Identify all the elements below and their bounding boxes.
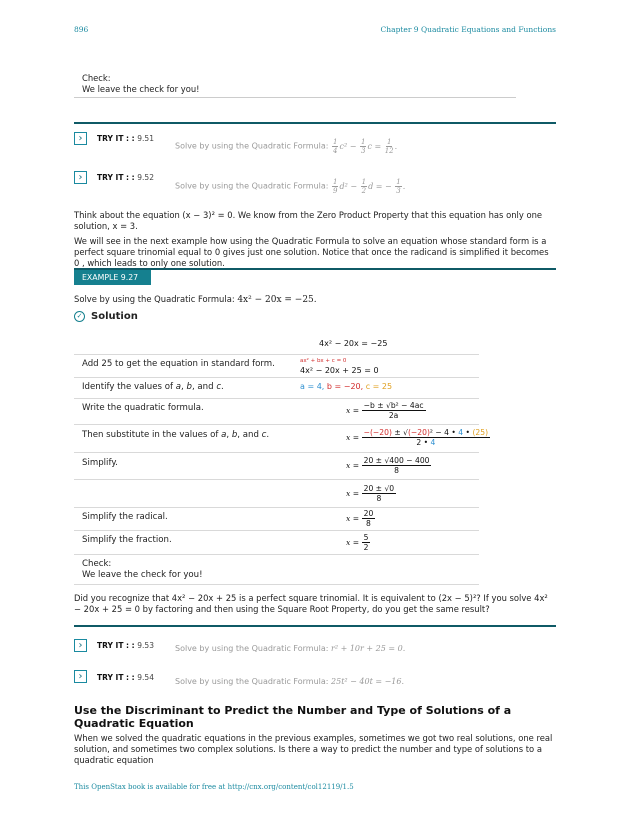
step-text: Identify the values of a, b, and c. bbox=[82, 382, 224, 392]
try-it-equation: $\frac{1}{4}$ c² − $\frac{1}{3}$ c = $\frac{1}{12}$ . bbox=[333, 138, 398, 155]
solution-heading: Solution bbox=[91, 311, 138, 322]
expand-button[interactable]: › bbox=[74, 171, 87, 184]
try-it-number: 9.51 bbox=[137, 134, 154, 143]
try-it-equation: r² + 10r + 25 = 0. bbox=[331, 644, 406, 653]
step-equation: a = 4, b = −20, c = 25 bbox=[300, 382, 393, 391]
try-it-label: TRY IT : : 9.51 bbox=[97, 134, 154, 143]
example-label: EXAMPLE 9.27 bbox=[74, 270, 151, 285]
check-label: Check: bbox=[82, 73, 111, 83]
row-divider bbox=[74, 377, 479, 378]
example-check-text: We leave the check for you! bbox=[82, 570, 203, 580]
step-equation: x = $\frac{20 \pm √400 - 400}{8}$ bbox=[346, 456, 430, 475]
expand-button[interactable]: › bbox=[74, 670, 87, 683]
expand-button[interactable]: › bbox=[74, 639, 87, 652]
expand-button[interactable]: › bbox=[74, 132, 87, 145]
try-it-label: TRY IT : : 9.53 bbox=[97, 641, 154, 650]
try-it-equation: 25t² − 40t = −16. bbox=[331, 677, 405, 686]
paragraph-recognize: Did you recognize that 4x² − 20x + 25 is a perfect square trinomial. It is equivalent to (2x − 5)²? If you solve 4x² − 20x + 25 = 0 by factoring and then using the Square Root Property, do you get the same result? bbox=[74, 593, 548, 614]
row-divider bbox=[74, 452, 479, 453]
try-it-problem: Solve by using the Quadratic Formula: 25t² − 40t = −16. bbox=[175, 677, 405, 686]
try-it-problem: Solve by using the Quadratic Formula: r² + 10r + 25 = 0. bbox=[175, 644, 406, 653]
try-it-number: 9.54 bbox=[137, 673, 154, 682]
standard-form-annotation: ax² + bx + c = 0 bbox=[300, 358, 347, 364]
row-divider bbox=[74, 530, 479, 531]
step-text: Add 25 to get the equation in standard form. bbox=[82, 359, 275, 369]
try-it-problem: Solve by using the Quadratic Formula: $\frac{1}{4}$ c² − $\frac{1}{3}$ c = $\frac{1}{12}$ . bbox=[175, 138, 398, 155]
try-it-label: TRY IT : : 9.52 bbox=[97, 173, 154, 182]
try-it-top-rule bbox=[74, 122, 556, 124]
step-equation: x = $\frac{\text{−(−20) ± √(−20)² − 4 • 4 • (25)}}{2 • 4}$ bbox=[346, 428, 489, 447]
try-it-top-rule bbox=[74, 625, 556, 627]
step-equation: x = $\frac{5}{2}$ bbox=[346, 533, 369, 552]
row-divider bbox=[74, 354, 479, 355]
example-problem-equation: 4x² − 20x = −25. bbox=[237, 295, 317, 305]
page-number: 896 bbox=[74, 25, 89, 34]
step-text: Then substitute in the values of a, b, and c. bbox=[82, 430, 270, 440]
step-equation: x = $\frac{20 \pm √0}{8}$ bbox=[346, 484, 395, 503]
try-it-problem: Solve by using the Quadratic Formula: $\frac{1}{9}$ d² − $\frac{1}{2}$ d = − $\frac{1}{3}$ . bbox=[175, 178, 406, 195]
row-divider bbox=[74, 584, 479, 585]
row-divider bbox=[74, 554, 479, 555]
paragraph-discriminant-intro: When we solved the quadratic equations in the previous examples, sometimes we got two real solutions, one real solution, and sometimes two complex solutions. Is there a way to predict the number and type of solutions to a quadratic equation bbox=[74, 733, 553, 765]
row-divider bbox=[74, 398, 479, 399]
example-check-label: Check: bbox=[82, 559, 112, 569]
footer-text: This OpenStax book is available for free at http://cnx.org/content/col12119/1.5 bbox=[74, 783, 354, 791]
row-divider bbox=[74, 479, 479, 480]
row-divider bbox=[74, 507, 479, 508]
solution-check-icon: ✓ bbox=[74, 311, 85, 322]
try-it-number: 9.52 bbox=[137, 173, 154, 182]
step-text: Simplify the radical. bbox=[82, 512, 168, 522]
step-equation: x = $\frac{20}{8}$ bbox=[346, 509, 374, 528]
step-text: Simplify the fraction. bbox=[82, 535, 172, 545]
row-divider bbox=[74, 424, 479, 425]
step-text: Write the quadratic formula. bbox=[82, 403, 204, 413]
example-problem: Solve by using the Quadratic Formula: 4x² − 20x = −25. bbox=[74, 294, 317, 305]
check-text: We leave the check for you! bbox=[82, 84, 200, 94]
section-title: Use the Discriminant to Predict the Number and Type of Solutions of a Quadratic Equation bbox=[74, 704, 512, 730]
try-it-equation: $\frac{1}{9}$ d² − $\frac{1}{2}$ d = − $\frac{1}{3}$ . bbox=[333, 178, 406, 195]
step-text: Simplify. bbox=[82, 458, 118, 468]
chapter-title: Chapter 9 Quadratic Equations and Functions bbox=[380, 25, 556, 34]
paragraph-next-example: We will see in the next example how using the Quadratic Formula to solve an equation whose standard form is a perfect square trinomial equal to 0 gives just one solution. Notice that once the radicand is simplified it becomes 0 , which leads to only one solution. bbox=[74, 236, 549, 268]
step-equation: 4x² − 20x + 25 = 0 bbox=[300, 366, 379, 375]
try-it-label: TRY IT : : 9.54 bbox=[97, 673, 154, 682]
step-equation: x = $\frac{\text{−b ± √b² − 4ac}}{2a}$ bbox=[346, 401, 424, 420]
try-it-number: 9.53 bbox=[137, 641, 154, 650]
paragraph-think: Think about the equation (x − 3)² = 0. We know from the Zero Product Property that this equation has only one solution, x = 3. bbox=[74, 210, 543, 231]
top-equation: 4x² − 20x = −25 bbox=[319, 339, 388, 348]
divider bbox=[74, 97, 516, 98]
